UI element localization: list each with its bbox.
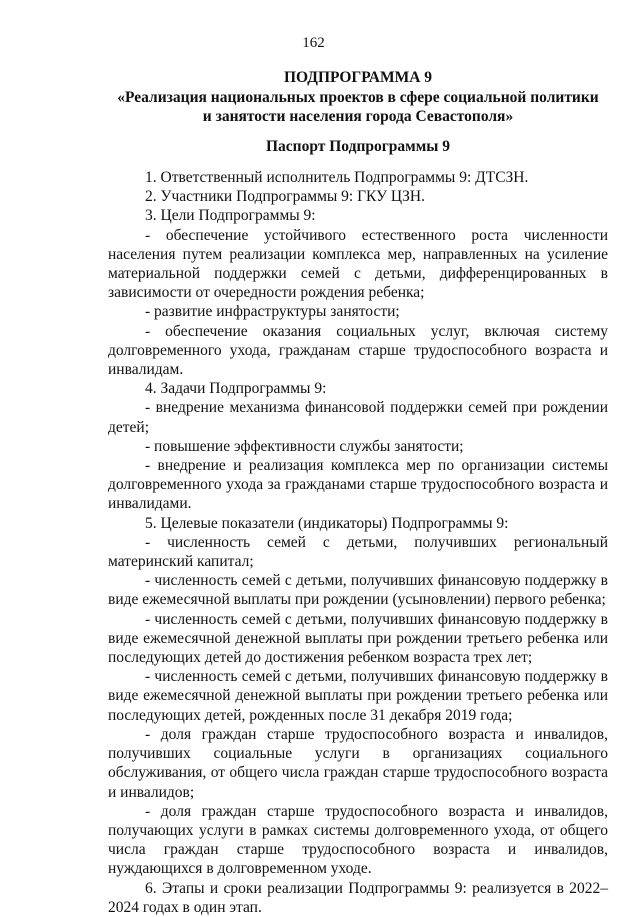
task-item: - внедрение механизма финансовой поддержки семей при рождении детей; <box>108 399 608 436</box>
paragraph-indicators-heading: 5. Целевые показатели (индикаторы) Подпрограммы 9: <box>145 514 509 532</box>
subtitle-line-1: «Реализация национальных проектов в сфере социальной политики <box>117 89 599 106</box>
indicator-item: - численность семей с детьми, получивших региональный материнский капитал; <box>108 533 608 571</box>
passport-body <box>108 168 608 917</box>
indicator-item: - доля граждан старше трудоспособного возраста и инвалидов, получивших социальные услуги в организациях социального обслуживания, от общего числа граждан старше трудоспособного возраста и инвалидов; <box>108 725 608 801</box>
goal-item: - обеспечение устойчивого естественного роста численности населения путем реализации комплекса мер, направленных на усиление материальной поддержки семей с детьми, дифференцированных в зависимости от очередности рождения ребенка; <box>108 226 608 302</box>
indicator-item: - численность семей с детьми, получивших финансовую поддержку в виде ежемесячной денежной выплаты при рождении третьего ребенка или последующих детей до достижения ребенком возраста трех лет; <box>108 610 608 667</box>
paragraph-tasks-heading: 4. Задачи Подпрограммы 9: <box>145 380 327 398</box>
passport-title: Паспорт Подпрограммы 9 <box>265 138 451 155</box>
paragraph-participants: 2. Участники Подпрограммы 9: ГКУ ЦЗН. <box>145 188 425 206</box>
goal-item: - обеспечение оказания социальных услуг, включая систему долговременного ухода, гражданам старше трудоспособного возраста и инвалидам. <box>108 322 608 379</box>
paragraph-stages: 6. Этапы и сроки реализации Подпрограммы 9: реализуется в 2022–2024 годах в один этап. <box>108 879 608 916</box>
indicator-item: - численность семей с детьми, получивших финансовую поддержку в виде ежемесячной выплаты при рождении (усыновлении) первого ребенка; <box>108 572 608 609</box>
indicator-item: - численность семей с детьми, получивших финансовую поддержку в виде ежемесячной денежной выплаты при рождении третьего ребенка или последующих детей, рожденных после 31 декабря 2019 года; <box>108 668 608 724</box>
subprogram-title: ПОДПРОГРАММА 9 <box>283 69 433 86</box>
paragraph-responsible: 1. Ответственный исполнитель Подпрограммы 9: ДТСЗН. <box>145 169 529 186</box>
paragraph-goals-heading: 3. Цели Подпрограммы 9: <box>145 207 316 225</box>
task-item: - внедрение и реализация комплекса мер по организации системы долговременного ухода за гражданами старше трудоспособного возраста и инвалидами. <box>108 457 608 513</box>
subtitle-line-2: и занятости населения города Севастополя» <box>202 108 514 125</box>
goal-item: - развитие инфраструктуры занятости; <box>145 303 400 321</box>
indicator-item: - доля граждан старше трудоспособного возраста и инвалидов, получающих услуги в рамках системы долговременного ухода, от общего числа граждан старше трудоспособного возраста и инвалидов, нуждающихся в долговременном уходе. <box>108 802 608 878</box>
task-item: - повышение эффективности службы занятости; <box>145 437 464 455</box>
page-number: 162 <box>302 35 325 51</box>
subprogram-subtitle <box>108 88 608 126</box>
